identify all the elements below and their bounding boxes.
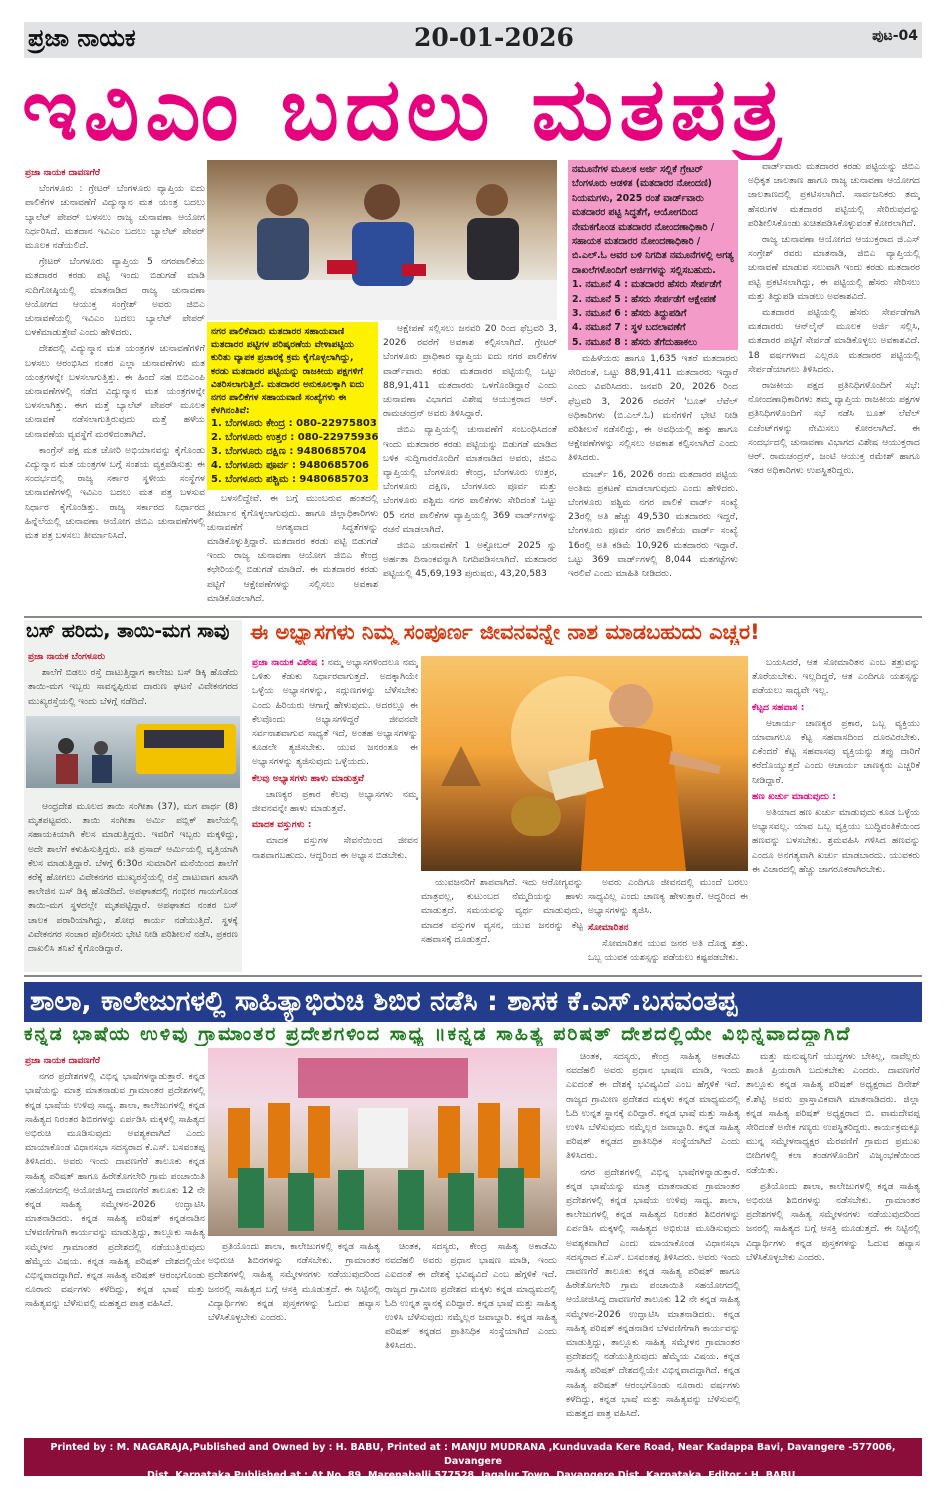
- divider: [24, 975, 922, 977]
- sahitya-subheadline: ಕನ್ನಡ ಭಾಷೆಯ ಉಳಿವು ಗ್ರಾಮಾಂತರ ಪ್ರದೇಶಗಳಿಂದ ಸಾಧ್ಯ ॥ಕನ್ನಡ ಸಾಹಿತ್ಯ ಪರಿಷತ್ ದೇಶದಲ್ಲಿಯೇ ವಿಭಿನ್ನವಾದದ್ದಾಗಿದೆ: [24, 1023, 852, 1045]
- subheading: ಸೋಮಾರಿತನ: [588, 921, 629, 933]
- paragraph: ಮಹಿಳೆಯರು ಹಾಗೂ 1,635 ಇತರೆ ಮತದಾರರು ಸೇರಿದಂತೆ, ಒಟ್ಟು 88,91,411 ಮತದಾರರು ಇದ್ದಾರೆ ಎಂದು ವಿವರಿಸಿದರು. ಜನವರಿ 20, 2026 ರಿಂದ ಫೆಬ್ರವರಿ 3, 2026 ರವರೆಗೆ 'ಬೂತ್ ಲೆವೆಲ್ ಅಧಿಕಾರಿಗಳು (ಬಿ.ಎಲ್.ಓ) ಮನೆಗಳಿಗೆ ಭೇಟಿ ನೀಡಿ ಪರಿಶೀಲನೆ ನಡೆಸಲಿದ್ದು, ಈ ಅವಧಿಯಲ್ಲಿ ಹಕ್ಕು ಹಾಗೂ ಆಕ್ಷೇಪಣೆಗಳನ್ನು ಸಲ್ಲಿಸಲು ಅವಕಾಶ ಕಲ್ಪಿಸಲಾಗಿದೆ ಎಂದು ತಿಳಿಸಿದರು.: [568, 353, 738, 464]
- bus-illustration: [26, 716, 240, 788]
- sahitya-column-2b: [385, 1240, 557, 1435]
- paragraph: ಅತಿಯಾದ ಹಣ ಖರ್ಚು ಮಾಡುವುದು ಕೂಡ ಒಳ್ಳೆಯ ಅಭ್ಯಾಸವಲ್ಲ. ಯಾವ ಒಬ್ಬ ವ್ಯಕ್ತಿಯು ಬುದ್ಧಿವಂತಿಕೆಯಿಂದ ಹಣವನ್ನು ಬಳಸಬೇಕು. ಶ್ರಮವಹಿಸಿ ಗಳಿಸಿದ ಹಣವನ್ನು ಎಂದೂ ಅನಗತ್ಯವಾಗಿ ಖರ್ಚು ಮಾಡಬಾರದು. ಯುವಕರು ಈ ವಿಚಾರದಲ್ಲಿ ಹೆಚ್ಚು ಜಾಗರೂಕರಾಗಿರಬೇಕು.: [752, 807, 920, 875]
- habits-headline: ಈ ಅಭ್ಯಾಸಗಳು ನಿಮ್ಮ ಸಂಪೂರ್ಣ ಜೀವನವನ್ನೇ ನಾಶ ಮಾಡಬಹುದು ಎಚ್ಚರ!: [250, 620, 760, 644]
- helpline-item: 5. ಬೆಂಗಳೂರು ಪಶ್ಚಿಮ : 9480685703: [211, 474, 370, 486]
- form-item: 2. ನಮೂನೆ 5 : ಹೆಸರು ಸೇರ್ಪಡೆಗೆ ಆಕ್ಷೇಪಣೆ: [572, 293, 716, 305]
- subheading: ಕೆಟ್ಟದ ಸಹವಾಸ :: [752, 701, 805, 713]
- subheading: ಮಾದಕ ವಸ್ತುಗಳು :: [252, 819, 312, 831]
- paragraph: ಗ್ರೇಟರ್ ಬೆಂಗಳೂರು ವ್ಯಾಪ್ತಿಯ 5 ನಗರಪಾಲಿಕೆಯ ಮತದಾರರ ಕರಡು ಪಟ್ಟಿ ಇಂದು ಬಿಡುಗಡೆ ಮಾಡಿ ಸುದಿಗೋಷ್ಠಿಯಲ್ಲಿ ಮಾತನಾಡಿದ ರಾಜ್ಯ ಚುನಾವಣಾ ಆಯೋಗದ ಆಯುಕ್ತ ಸಂಗ್ರೇಶ್ ಅವರು ಜಿಬಿಎ ಚುನಾವಣೆಯಲ್ಲಿ ಇವಿಎಂ ಬದಲು ಬ್ಯಾಲೆಟ್ ಪೇಪರ್ ಬಳಕೆಮಾಡುತ್ತೇವೆ ಎಂದು ಹೇಳಿದರು.: [25, 256, 205, 339]
- bus-body: [28, 800, 238, 968]
- subheading: ಹಣ ಖರ್ಚು ಮಾಡುವುದು :: [752, 790, 836, 802]
- lead-column-4: [748, 160, 920, 612]
- paragraph: ರಾಜ್ಯ ಚುನಾವಣಾ ಆಯೋಗದ ಆಯುಕ್ತರಾದ ಜಿ.ಎಸ್ ಸಂಗ್ರೇಶ್ ರವರು ಮಾತನಾಡಿ, ಜಿಬಿಎ ವ್ಯಾಪ್ತಿಯಲ್ಲಿ ಚುನಾವಣೆ ಮಾಡುವ ಸಲುವಾಗಿ ಇಂದು ಕರಡು ಮತದಾರರ ಪಟ್ಟಿ ಪ್ರಕಟಿಸಲಾಗಿದ್ದು, ಈ ಪಟ್ಟಿಯಲ್ಲಿ ಹೆಸರು ಸೇರಿಸಲು ಮತ್ತು ತಿದ್ದುಪಡಿ ಮಾಡಲು ಅವಕಾಶವಿದೆ.: [748, 234, 920, 302]
- paragraph: ಮತದಾರರ ಪಟ್ಟಿಯಲ್ಲಿ ಹೆಸರು ಸೇರ್ಪಡೆಗಾಗಿ ಮತದಾರರು ಆನ್‌ಲೈನ್ ಮೂಲಕ ಅರ್ಜಿ ಸಲ್ಲಿಸಿ, ಮತದಾರರ ಪಟ್ಟಿಗೆ ಸೇರ್ಪಡೆ ಮಾಡಿಕೊಳ್ಳಲು ಅವಕಾಶವಿದೆ. 18 ವರ್ಷಗಳಾದ ಎಲ್ಲರೂ ಮತದಾರರ ಪಟ್ಟಿಯಲ್ಲಿ ಸೇರ್ಪಡೆಯಾಗಲು ತಿಳಿಸಿದರು.: [748, 307, 920, 375]
- imprint-footer: [24, 1438, 922, 1481]
- paragraph: ಬೆಂಗಳೂರು : ಗ್ರೇಟರ್ ಬೆಂಗಳೂರು ವ್ಯಾಪ್ತಿಯ ಐದು ಪಾಲಿಕೆಗಳ ಚುನಾವಣೆಗೆ ವಿದ್ಯುನ್ಮಾನ ಮತ ಯಂತ್ರ ಬದಲು ಬ್ಯಾಲೆಟ್ ಪೇಪರ್ ಬಳಸಲು ರಾಜ್ಯ ಚುನಾವಣಾ ಆಯೋಗ ನಿರ್ಧರಿಸಿದೆ. ಮತದಾನ ಇವಿಎಂ ಬದಲು ಬ್ಯಾಲೆಟ್ ಪೇಪರ್ ಮೂಲಕ ನಡೆಯಲಿದೆ.: [25, 183, 205, 252]
- issue-date: 20-01-2026: [414, 23, 574, 52]
- paragraph: ಅವರು ಎಂದಿಗೂ ಜೀವನದಲ್ಲಿ ಮುಂದೆ ಬರಲು ಸಾಧ್ಯವಿಲ್ಲ ಎಂದು ಚಾಣಕ್ಯ ಹೇಳುತ್ತಾರೆ. ಆದ್ದರಿಂದ ಈ ಅಭ್ಯಾಸಗಳನ್ನು ತ್ಯಜಿಸಿ.: [588, 877, 748, 917]
- dateline: ಪ್ರಜಾ ನಾಯಕ ಬೆಂಗಳೂರು: [28, 652, 106, 662]
- helpline-item: 1. ಬೆಂಗಳೂರು ಕೇಂದ್ರ : 080-22975803: [211, 418, 377, 430]
- lead-column-1: [25, 162, 205, 612]
- press-conference-photo: [207, 160, 557, 320]
- paragraph: ಚಾಣಕ್ಯರ ಪ್ರಕಾರ ಕೆಲವು ಅಭ್ಯಾಸಗಳು ನಮ್ಮ ಜೀವನವನ್ನೇ ಹಾಳು ಮಾಡುತ್ತವೆ.: [252, 788, 418, 815]
- paragraph: ಬಳಸಲಿದ್ದೇವೆ. ಈ ಬಗ್ಗೆ ಮುಂಬರುವ ಹಂತದಲ್ಲಿ ತೀರ್ಮಾನ ಕೈಗೊಳ್ಳಲಾಗುವುದು. ಹಾಗೂ ಜಿಲ್ಲಾಧಿಕಾರಿಗಳು ಚುನಾವಣೆಗೆ ಅಗತ್ಯವಾದ ಸಿದ್ಧತೆಗಳನ್ನು ಮಾಡಿಕೊಳ್ಳುತ್ತಿದ್ದಾರೆ. ಮತದಾರರ ಕರಡು ಪಟ್ಟಿ ಬಿಡುಗಡೆ ಇಂದು ರಾಜ್ಯ ಚುನಾವಣಾ ಆಯೋಗ ಜಿಬಿಎ ಕೇಂದ್ರ ಕಛೇರಿಯಲ್ಲಿ ಬಿಡುಗಡೆ ಮಾಡಿದೆ. ಈ ಮತದಾರರ ಕರಡು ಪಟ್ಟಿಗೆ ಆಕ್ಷೇಪಣೆಗಳನ್ನು ಸಲ್ಲಿಸಲು ಅವಕಾಶ ಮಾಡಿಕೊಡಲಾಗಿದೆ.: [207, 493, 378, 604]
- sahitya-column-4: [746, 1050, 920, 1435]
- sahitya-column-1: [25, 1050, 205, 1435]
- paragraph: ನಮ್ಮ ಅಭ್ಯಾಸಗಳಿಂದಲೂ ನಮ್ಮ ಒಳಿತು ಕೆಡುಕು ನಿರ್ಧಾರವಾಗುತ್ತದೆ. ಅದಕ್ಕಾಗಿಯೇ ಒಳ್ಳೆಯ ಅಭ್ಯಾಸಗಳನ್ನು, ಸದ್ಗುಣಗಳನ್ನು ಬೆಳೆಸಬೇಕು ಎಂದು ಹಿರಿಯರು ಆಗಾಗ್ಗೆ ಹೇಳುವುದು. ಅದರಲ್ಲೂ ಈ ಕೆಲವೊಂದು ಅಭ್ಯಾಸಗಳಿದ್ದರೆ ಜೀವನವೇ ಸರ್ವನಾಶವಾಗುವ ಸಾಧ್ಯತೆ ಇದೆ, ಅಂತಹ ಅಭ್ಯಾಸಗಳನ್ನು ಕೂಡಲೇ ತ್ಯಜಿಸಬೇಕು. ಯುವ ಜನರಂತೂ ಈ ಅಭ್ಯಾಸಗಳನ್ನು ತ್ಯಜಿಸುವುದು ಒಳ್ಳೆಯದು.: [252, 657, 418, 768]
- chanakya-figure: [421, 656, 748, 871]
- paragraph: ಪ್ರತಿಯೊಂದು ಶಾಲಾ, ಕಾಲೇಜುಗಳಲ್ಲಿ ಕನ್ನಡ ಸಾಹಿತ್ಯ ಅಭಿರುಚಿ ಶಿಬಿರಗಳನ್ನು ನಡೆಸಬೇಕು. ಗ್ರಾಮಾಂತರ ಪ್ರದೇಶಗಳಲ್ಲಿ ಸಾಹಿತ್ಯ ಸಮ್ಮೇಳನಗಳು ನಡೆಯುವುದರಿಂದ ಜನರಲ್ಲಿ ಸಾಹಿತ್ಯದ ಬಗ್ಗೆ ಆಸಕ್ತಿ ಮೂಡುತ್ತದೆ. ಈ ನಿಟ್ಟಿನಲ್ಲಿ ವಿದ್ಯಾರ್ಥಿಗಳು ಕನ್ನಡ ಪುಸ್ತಕಗಳನ್ನು ಓದುವ ಹವ್ಯಾಸ ಬೆಳೆಸಿಕೊಳ್ಳಬೇಕು ಎಂದರು.: [746, 1180, 920, 1263]
- form-item: 3. ನಮೂನೆ 6 : ಹೆಸರು ತಿದ್ದುಪಡಿಗೆ: [572, 308, 687, 320]
- helpline-item: 4. ಬೆಂಗಳೂರು ಪೂರ್ವ : 9480685706: [211, 460, 369, 472]
- paragraph: ಆಂಧ್ರದೇಶ ಮೂಲದ ತಾಯಿ ಸಂಗೀತಾ (37), ಮಗ ಪಾರ್ಥ (8) ಮೃತಪಟ್ಟವರು. ತಾಯಿ ಸಂಗೀತಾ ಅರ್ಮಿ ಪಬ್ಲಿಕ್ ಶಾಲೆಯಲ್ಲಿ ಸಹಾಯಕಿಯಾಗಿ ಕೆಲಸ ಮಾಡುತ್ತಿದ್ದರು. ಇವರಿಗೆ ಇಬ್ಬರು ಮಕ್ಕಳಿದ್ದು, ಅದೇ ಶಾಲೆಗೆ ಕಳುಹಿಸುತ್ತಿದ್ದರು. ಪತಿ ಪ್ರಸಾದ್ ಆರ್ಮಿಯಲ್ಲಿ ವೃತ್ತಿಯಾಗಿ ಕೆಲಸ ಮಾಡುತ್ತಿದ್ದಾರೆ. ಬೆಳಗ್ಗೆ 6:30ರ ಸುಮಾರಿಗೆ ಮನೆಯಿಂದ ಶಾಲೆಗೆ ಕರೆಕ್ಕೆ ಹೋಗಲು ವಿವೇಕನಗರ ಮುಖ್ಯರಸ್ತೆಯಲ್ಲಿ ರಸ್ತೆ ದಾಟುವಾಗ ಖಾಸಗಿ ಕಾಲೇಜಿನ ಬಸ್ ಡಿಕ್ಕಿ ಹೊಡೆದಿದೆ. ಅಪಘಾತದಲ್ಲಿ ಗಂಭೀರ ಗಾಯಗೊಂಡ ತಾಯಿ-ಮಗ ಸ್ಥಳದಲ್ಲೇ ಮೃತಪಟ್ಟಿದ್ದಾರೆ. ಅಪಘಾತದ ನಂತರ ಬಸ್ ಚಾಲಕ ಪರಾರಿಯಾಗಿದ್ದು, ಶೋಧ ಕಾರ್ಯ ನಡೆಯುತ್ತಿದೆ. ಸ್ಥಳಕ್ಕೆ ವಿವೇಕನಗರ ಸಂಚಾರ ಪೊಲೀಸರು ಭೇಟಿ ನೀಡಿ ಪರಿಶೀಲನೆ ನಡೆಸಿ, ಪ್ರಕರಣ ದಾಖಲಿಸಿ ತನಿಖೆ ಕೈಗೊಂಡಿದ್ದಾರೆ.: [28, 801, 238, 955]
- paragraph: ಕಾಂಗ್ರೆಸ್ ಪಕ್ಷ ಮತ ಚೋರಿ ಅಭಿಯಾನವನ್ನು ಕೈಗೊಂಡು ವಿದ್ಯುನ್ಮಾನ ಮತ ಯಂತ್ರಗಳ ಬಗ್ಗೆ ಸಂಶಯ ವ್ಯಕ್ತಪಡಿಸುತ್ತು ಈ ಸಂದರ್ಭದಲ್ಲಿ ರಾಜ್ಯ ಸರ್ಕಾರ ಸ್ಥಳೀಯ ಸಂಸ್ಥೆಗಳ ಚುನಾವಣೆಗಳಲ್ಲಿ ಇವಿಎಂ ಬದಲು ಮತ ಪತ್ರ ಬಳಸುವ ನಿರ್ಧಾರ ಕೈಗೊಂಡಿತ್ತು. ರಾಜ್ಯ ಸರ್ಕಾರದ ನಿರ್ಧಾರದ ಹಿನ್ನೆಲೆಯಲ್ಲಿ ಚುನಾವಣಾ ಆಯೋಗ ಜಿಬಿಎ ಚುನಾವಣೆಗಳಲ್ಲಿ ಮತ ಪತ್ರ ಬಳಸಲು ತೀರ್ಮಾನಿಸಿದೆ.: [25, 444, 205, 542]
- chanakya-illustration: [421, 656, 748, 871]
- bus-headline: ಬಸ್ ಹರಿದು, ತಾಯಿ-ಮಗ ಸಾವು: [26, 620, 230, 642]
- helpline-stack: [207, 322, 378, 612]
- paragraph: ಶಾಲೆಗೆ ಬಿಡಲು ರಸ್ತೆ ದಾಟುತ್ತಿದ್ದಾಗ ಕಾಲೇಜು ಬಸ್ ಡಿಕ್ಕಿ ಹೊಡೆದು ತಾಯಿ-ಮಗ ಇಬ್ಬರು ಸಾವನ್ನಪ್ಪಿರುವ ದಾರುಣ ಘಟನೆ ವಿವೇಕನಗರದ ಮುಖ್ಯರಸ್ತೆಯಲ್ಲಿ ಇಂದು ಬೆಳಗ್ಗೆ ನಡೆದಿದೆ.: [28, 667, 238, 707]
- bus-intro: [28, 646, 238, 716]
- officials-illustration: [207, 160, 557, 320]
- lead-headline: ಇವಿಎಂ ಬದಲು ಮತಪತ್ರ: [22, 60, 788, 160]
- sammelana-group-photo: [208, 1048, 557, 1236]
- paragraph: ನಗರ ಪ್ರದೇಶಗಳಲ್ಲಿ ವಿಭಿನ್ನ ಭಾಷೆಗಳನ್ನಾಡುತ್ತಾರೆ. ಕನ್ನಡ ಭಾಷೆಯನ್ನು ಮಾತ್ರ ಮಾತನಾಡುವ ಗ್ರಾಮಾಂತರ ಪ್ರದೇಶಗಳಲ್ಲಿ ಕನ್ನಡ ಭಾಷೆಯ ಉಳಿವು ಸಾಧ್ಯ. ಶಾಲಾ, ಕಾಲೇಜುಗಳಲ್ಲಿ ಕನ್ನಡ ಸಾಹಿತ್ಯದ ನಿರಂತರ ಶಿಬಿರಗಳನ್ನು ಏರ್ಪಡಿಸಿ ಮಕ್ಕಳಲ್ಲಿ ಸಾಹಿತ್ಯದ ಅಭಿರುಚಿ ಮೂಡಿಸುವುದು ಅವಶ್ಯಕವಾಗಿದೆ ಎಂದು ಮಾಯಾಕೊಂಡ ವಿಧಾನಸಭಾ ಸದಸ್ಯರಾದ ಕೆ.ಎಸ್. ಬಸವಂತಪ್ಪ ತಿಳಿಸಿದರು. ಅವರು ಇಂದು ದಾವಣಗೆರೆ ತಾಲೂಕು ಕನ್ನಡ ಸಾಹಿತ್ಯ ಪರಿಷತ್ ಹಾಗೂ ಹಿರೇತೊಗಲೇರಿ ಗ್ರಾಮ ಪಂಚಾಯಿತಿ ಸಹಯೋಗದಲ್ಲಿ ಆಯೋಜಿಸಿದ್ದ ದಾವಣಗೆರೆ ತಾಲೂಕು 12 ನೇ ಕನ್ನಡ ಸಾಹಿತ್ಯ ಸಮ್ಮೇಳನ-2026 ಉದ್ಘಾಟಿಸಿ ಮಾತನಾಡಿದರು. ಕನ್ನಡ ಸಾಹಿತ್ಯ ಪರಿಷತ್ ಕನ್ನಡನಾಡಿನ ಬೆಳವಣಿಗೆಗಾಗಿ ಕಾರ್ಯವನ್ನು ಮಾಡುತ್ತಿದ್ದು, ತಾಲ್ಲೂಕು ಸಾಹಿತ್ಯ ಸಮ್ಮೇಳನ ಗ್ರಾಮಾಂತರ ಪ್ರದೇಶದಲ್ಲಿ ನಡೆಯುತ್ತಿರುವುದು ಹೆಮ್ಮೆಯ ವಿಷಯ. ಕನ್ನಡ ಸಾಹಿತ್ಯ ಪರಿಷತ್ ದೇಶದಲ್ಲಿಯೇ ವಿಭಿನ್ನವಾದದ್ದಾಗಿದೆ. ಕನ್ನಡ ಸಾಹಿತ್ಯ ಪರಿಷತ್ ಆರಂಭಗೊಂಡು ನೂರಾರು ವರ್ಷಗಳು ಕಳೆದಿದ್ದು, ಕನ್ನಡ ಭಾಷೆ ಮತ್ತು ಸಾಹಿತ್ಯವನ್ನು ಬೆಳೆಸುವಲ್ಲಿ ಮಹತ್ವದ ಪಾತ್ರ ವಹಿಸಿದೆ.: [566, 1166, 740, 1420]
- page-number: ಪುಟ-04: [872, 28, 918, 44]
- paragraph: ಮತ್ತು ಮನುಷ್ಯನಿಗೆ ಯುದ್ಧಗಳು ಬೇಕಿಲ್ಲ, ನಾವೆಲ್ಲರು ಶಾಂತಿ ಪ್ರಿಯರಾಗಿ ಬದುಕಬೇಕು ಎಂದರು. ದಾವಣಗೆರೆ ತಾಲ್ಲೂಕು ಕನ್ನಡ ಸಾಹಿತ್ಯ ಪರಿಷತ್ ಅಧ್ಯಕ್ಷರಾದ ದಿನೇಶ್ ಕೆ.ಶೆಟ್ಟಿ ಅವರು ಪ್ರಾಸ್ತಾವಿಕವಾಗಿ ಮಾತನಾಡಿದರು. ಜಿಲ್ಲಾ ಕನ್ನಡ ಸಾಹಿತ್ಯ ಪರಿಷತ್ ಅಧ್ಯಕ್ಷರಾದ ಬಿ. ವಾಮದೇವಪ್ಪ ಸೇರಿದಂತೆ ಅನೇಕ ಗಣ್ಯರು ಉಪಸ್ಥಿತರಿದ್ದರು. ಕಾರ್ಯಕ್ರಮಕ್ಕೂ ಮುನ್ನ ಸಮ್ಮೇಳನಾಧ್ಯಕ್ಷರ ಮೆರವಣಿಗೆ ಗ್ರಾಮದ ಪ್ರಮುಖ ಬೀದಿಗಳಲ್ಲಿ ಕಲಾ ತಂಡಗಳೊಂದಿಗೆ ವಿಜೃಂಭಣೆಯಿಂದ ನಡೆಯಿತು.: [746, 1051, 920, 1176]
- paragraph: ನಗರ ಪ್ರದೇಶಗಳಲ್ಲಿ ವಿಭಿನ್ನ ಭಾಷೆಗಳನ್ನಾಡುತ್ತಾರೆ. ಕನ್ನಡ ಭಾಷೆಯನ್ನು ಮಾತ್ರ ಮಾತನಾಡುವ ಗ್ರಾಮಾಂತರ ಪ್ರದೇಶಗಳಲ್ಲಿ ಕನ್ನಡ ಭಾಷೆಯ ಉಳಿವು ಸಾಧ್ಯ. ಶಾಲಾ, ಕಾಲೇಜುಗಳಲ್ಲಿ ಕನ್ನಡ ಸಾಹಿತ್ಯದ ನಿರಂತರ ಶಿಬಿರಗಳನ್ನು ಏರ್ಪಡಿಸಿ ಮಕ್ಕಳಲ್ಲಿ ಸಾಹಿತ್ಯದ ಅಭಿರುಚಿ ಮೂಡಿಸುವುದು ಅವಶ್ಯಕವಾಗಿದೆ ಎಂದು ಮಾಯಾಕೊಂಡ ವಿಧಾನಸಭಾ ಸದಸ್ಯರಾದ ಕೆ.ಎಸ್. ಬಸವಂತಪ್ಪ ತಿಳಿಸಿದರು. ಅವರು ಇಂದು ದಾವಣಗೆರೆ ತಾಲೂಕು ಕನ್ನಡ ಸಾಹಿತ್ಯ ಪರಿಷತ್ ಹಾಗೂ ಹಿರೇತೊಗಲೇರಿ ಗ್ರಾಮ ಪಂಚಾಯಿತಿ ಸಹಯೋಗದಲ್ಲಿ ಆಯೋಜಿಸಿದ್ದ ದಾವಣಗೆರೆ ತಾಲೂಕು 12 ನೇ ಕನ್ನಡ ಸಾಹಿತ್ಯ ಸಮ್ಮೇಳನ-2026 ಉದ್ಘಾಟಿಸಿ ಮಾತನಾಡಿದರು. ಕನ್ನಡ ಸಾಹಿತ್ಯ ಪರಿಷತ್ ಕನ್ನಡನಾಡಿನ ಬೆಳವಣಿಗೆಗಾಗಿ ಕಾರ್ಯವನ್ನು ಮಾಡುತ್ತಿದ್ದು, ತಾಲ್ಲೂಕು ಸಾಹಿತ್ಯ ಸಮ್ಮೇಳನ ಗ್ರಾಮಾಂತರ ಪ್ರದೇಶದಲ್ಲಿ ನಡೆಯುತ್ತಿರುವುದು ಹೆಮ್ಮೆಯ ವಿಷಯ. ಕನ್ನಡ ಸಾಹಿತ್ಯ ಪರಿಷತ್ ದೇಶದಲ್ಲಿಯೇ ವಿಭಿನ್ನವಾದದ್ದಾಗಿದೆ. ಕನ್ನಡ ಸಾಹಿತ್ಯ ಪರಿಷತ್ ಆರಂಭಗೊಂಡು ನೂರಾರು ವರ್ಷಗಳು ಕಳೆದಿದ್ದು, ಕನ್ನಡ ಭಾಷೆ ಮತ್ತು ಸಾಹಿತ್ಯವನ್ನು ಬೆಳೆಸುವಲ್ಲಿ ಮಹತ್ವದ ಪಾತ್ರ ವಹಿಸಿದೆ.: [25, 1071, 205, 1310]
- paragraph: ದೇಶದಲ್ಲಿ ವಿದ್ಯುನ್ಮಾನ ಮತ ಯಂತ್ರಗಳ ಚುನಾವಣೆಗಳಿಗೆ ಬಳಸಲು ಆರಂಭಿಸಿದ ನಂತರ ಎಲ್ಲಾ ಚುನಾವಣೆಗಳು ಮತ ಯಂತ್ರಗಳನ್ನೇ ಬಳಸಲಾಗುತ್ತಿತ್ತು. ಈ ಹಿಂದೆ ಸಹ ಬಿಬಿಎಂಪಿ ಚುನಾವಣೆಗಳಲ್ಲಿ ನಡೆದ ವಿದ್ಯುನ್ಮಾನ ಮತ ಯಂತ್ರಗಳನ್ನೇ ಬಳಸಲಾಗಿತ್ತು. ಈಗ ಮತ್ತೆ ಬ್ಯಾಲೆಟ್ ಪೇಪರ್ ಮೂಲಕ ಚುನಾವಣೆ ನಡೆಸಲಾಗುತ್ತಿರುವುದು ಮತ್ತೆ ಹಳೆಯ ಚುನಾವಣೆಯ ವ್ಯವಸ್ಥೆಗೆ ಮರಳಿದಂತಾಗಿದೆ.: [25, 343, 205, 440]
- lead-column-3: [568, 352, 738, 612]
- imprint-line: Printed by : M. NAGARAJA,Published and Owned by : H. BABU, Printed at : MANJU MUDRANA ,Kunduvada Kere Road, Near Kadappa Bavi, Davangere -577006, Davangere: [50, 1442, 896, 1467]
- helpline-box: [207, 322, 378, 490]
- paragraph: ಬಯಸಿದರೆ, ಆತ ಸೋಮಾರಿತನ ಎಂಬ ಶತ್ರುವನ್ನು ತೊರೆಯಬೇಕು. ಇಲ್ಲದಿದ್ದರೆ, ಆತ ಎಂದಿಗೂ ಯಶಸ್ಸನ್ನು ಪಡೆಯಲು ಸಾಧ್ಯವೇ ಇಲ್ಲ.: [752, 657, 920, 697]
- forms-intro: ನಮೂನೆಗಳ ಮೂಲಕ ಅರ್ಜಿ ಸಲ್ಲಿಕೆ ಗ್ರೇಟರ್ ಬೆಂಗಳೂರು ಆಡಳಿತ (ಮತದಾರರ ನೋಂದಣಿ) ನಿಯಮಗಳು, 2025 ರಂತೆ ವಾರ್ಡ್‌ವಾರು ಮತದಾರರ ಪಟ್ಟಿ ಸಿದ್ಧತೆಗೆ, ಆಯೋಗದಿಂದ ನೇಮಕಗೊಂಡ ಮತದಾರರ ನೋಂದಣಾಧಿಕಾರಿ / ಸಹಾಯಕ ಮತದಾರರ ನೋಂದಣಾಧಿಕಾರಿ / ಬಿ.ಎಲ್.ಓ ಅವರ ಬಳಿ ನಿಗದಿತ ನಮೂನೆಗಳಲ್ಲಿ ಅಗತ್ಯ ದಾಖಲೆಗಳೊಂದಿಗೆ ಅರ್ಜಿಗಳನ್ನು ಸಲ್ಲಿಸಬಹುದು.: [572, 164, 734, 276]
- paragraph: ರಾಜಕೀಯ ಪಕ್ಷದ ಪ್ರತಿನಿಧಿಗಳೊಂದಿಗೆ ಸಭೆ: ನೋಂದಣಾಧಿಕಾರಿಗಳು ತಮ್ಮ ವ್ಯಾಪ್ತಿಯ ರಾಜಕೀಯ ಪಕ್ಷಗಳ ಪ್ರತಿನಿಧಿಗಳೊಂದಿಗೆ ಸಭೆ ನಡೆಸಿ ಬೂತ್ ಲೆವೆಲ್ ಏಜೆಂಟ್‌ಗಳನ್ನು ನೇಮಿಸಲು ಕೋರಲಾಗಿದೆ. ಈ ಸಂದರ್ಭದಲ್ಲಿ ಚುನಾವಣಾ ವಿಭಾಗದ ವಿಶೇಷ ಆಯುಕ್ತರಾದ ಆರ್. ರಾಮಚಂದ್ರನ್, ಜಂಟಿ ಆಯುಕ್ತ ರಮೇಶ್ ಹಾಗೂ ಇತರ ಅಧಿಕಾರಿಗಳು ಉಪಸ್ಥಿತರಿದ್ದರು.: [748, 380, 920, 477]
- subheading: ಕೆಲವು ಅಭ್ಯಾಸಗಳು ಹಾಳು ಮಾಡುತ್ತವೆ: [252, 772, 365, 784]
- masthead: [24, 22, 922, 58]
- imprint-line: Dist, Karnataka Published at : At No .89, Marenahalli 577528, Jagalur Town, Davangere Dist, Karnataka. Editor : H. BABU.: [147, 1470, 799, 1481]
- paragraph: ಮಾದಕ ವಸ್ತುಗಳ ಸೇವನೆಯಿಂದ ಜೀವನ ನಾಶವಾಗಬಹುದು. ಆದ್ದರಿಂದ ಈ ಅಭ್ಯಾಸ ಬಿಡಬೇಕು.: [252, 835, 418, 861]
- habits-column-1: [252, 656, 418, 966]
- habits-column-2: [421, 876, 583, 966]
- newspaper-name: ಪ್ರಜಾ ನಾಯಕ: [28, 24, 136, 52]
- sahitya-banner-headline: ಶಾಲಾ, ಕಾಲೇಜುಗಳಲ್ಲಿ ಸಾಹಿತ್ಯಾಭಿರುಚಿ ಶಿಬಿರ ನಡೆಸಿ : ಶಾಸಕ ಕೆ.ಎಸ್.ಬಸವಂತಪ್ಪ: [24, 982, 922, 1022]
- paragraph: ಆಕ್ಷೇಪಣೆ ಸಲ್ಲಿಸಲು ಜನವರಿ 20 ರಿಂದ ಫೆಬ್ರವರಿ 3, 2026 ರವರೆಗೆ ಅವಕಾಶ ಕಲ್ಪಿಸಲಾಗಿದೆ. ಗ್ರೇಟರ್ ಬೆಂಗಳೂರು ಪ್ರಾಧಿಕಾರ ವ್ಯಾಪ್ತಿಯ ಐದು ನಗರ ಪಾಲಿಕೆಗಳ ವಾರ್ಡ್‌ವಾರು ಕರಡು ಮತದಾರರ ಪಟ್ಟಿಯಲ್ಲಿ ಒಟ್ಟು 88,91,411 ಮತದಾರರು ಒಳಗೊಂಡಿದ್ದಾರೆ ಎಂದು ಚುನಾವಣಾ ವಿಭಾಗದ ವಿಶೇಷ ಆಯುಕ್ತರಾದ ಆರ್. ರಾಮಚಂದ್ರನ್ ಅವರು ತಿಳಿಸಿದ್ದಾರೆ.: [383, 323, 557, 420]
- paragraph: ಆಚಾರ್ಯ ಚಾಣಕ್ಯರ ಪ್ರಕಾರ, ಒಬ್ಬ ವ್ಯಕ್ತಿಯು ಯಾವಾಗಲೂ ಕೆಟ್ಟ ಸಹವಾಸದಿಂದ ದೂರವಿರಬೇಕು. ಏಕೆಂದರೆ ಕೆಟ್ಟ ಸಹವಾಸವು ವ್ಯಕ್ತಿಯನ್ನು ತಪ್ಪು ದಾರಿಗೆ ಕರೆದೊಯ್ಯುತ್ತದೆ ಎಂದು ಆಚಾರ್ಯ ಚಾಣಕ್ಯರು ಎಚ್ಚರಿಕೆ ನೀಡಿದ್ದಾರೆ.: [752, 717, 920, 786]
- lead-column-2: [383, 322, 557, 612]
- form-item: 4. ನಮೂನೆ 7 : ಸ್ಥಳ ಬದಲಾವಣೆಗೆ: [572, 322, 686, 334]
- divider: [24, 616, 922, 618]
- paragraph: ಯುವಜನರಿಗೆ ಶಾಪವಾಗಿದೆ. ಇದು ಆರೋಗ್ಯವನ್ನು ಮಾತ್ರವಲ್ಲ, ಕುಟುಂಬದ ನೆಮ್ಮದಿಯನ್ನು ಹಾಳು ಮಾಡುತ್ತದೆ. ಸಮಯವನ್ನು ವ್ಯರ್ಥ ಮಾಡುವುದು, ಮಾದಕ ವಸ್ತುಗಳ ವ್ಯಸನ, ಯುವ ಜನರನ್ನು ಕೆಟ್ಟ ಸಹವಾಸಕ್ಕೆ ದೂಡುತ್ತದೆ.: [421, 877, 583, 945]
- group-illustration: [208, 1048, 557, 1236]
- paragraph: ಜಿಬಿಎ ವ್ಯಾಪ್ತಿಯಲ್ಲಿ ಚುನಾವಣೆಗೆ ಸಂಬಂಧಿಸಿದಂತೆ ಇಂದು ಮತದಾರರ ಕರಡು ಪಟ್ಟಿಯನ್ನು ಬಿಡುಗಡೆ ಮಾಡಿದ ಬಳಿಕ ಸುದ್ದಿಗಾರರೊಂದಿಗೆ ಮಾತನಾಡಿದ ಅವರು, ಜಿಬಿಎ ವ್ಯಾಪ್ತಿಯಲ್ಲಿ ಬೆಂಗಳೂರು ಕೇಂದ್ರ, ಬೆಂಗಳೂರು ಉತ್ತರ, ಬೆಂಗಳೂರು ದಕ್ಷಿಣ, ಬೆಂಗಳೂರು ಪೂರ್ವ ಮತ್ತು ಬೆಂಗಳೂರು ಪಶ್ಚಿಮ ನಗರ ಪಾಲಿಕೆಗಳು ಸೇರಿದಂತೆ ಒಟ್ಟು 05 ನಗರ ಪಾಲಿಕೆಗಳ ವ್ಯಾಪ್ತಿಯಲ್ಲಿ 369 ವಾರ್ಡ್‌ಗಳನ್ನು ರಚನೆ ಮಾಡಲಾಗಿದೆ.: [383, 424, 557, 535]
- form-item: 1. ನಮೂನೆ 4 : ಮತದಾರರ ಹೆಸರು ಸೇರ್ಪಡೆಗೆ: [572, 279, 722, 291]
- paragraph: ಚಿಂತಕ, ಸದಸ್ಯರು, ಕೇಂದ್ರ ಸಾಹಿತ್ಯ ಅಕಾಡೆಮಿ ನವದೆಹಲಿ ಅವರು ಪ್ರಧಾನ ಭಾಷಣ ಮಾಡಿ, ಇಂದು ಎಐದಂತೆ ಈ ದೇಶಕ್ಕೆ ಭವಿಷ್ಯವಿದೆ ಎಂಬ ಹೆಗ್ಗಳಿಕೆ ಇದೆ. ರಾಜ್ಯದ ಗ್ರಾಮೀಣ ಪ್ರದೇಶದ ಮಕ್ಕಳು ಕನ್ನಡ ಮಾಧ್ಯಮದಲ್ಲಿ ಓದಿ ಉನ್ನತ ಸ್ಥಾನಕ್ಕೆ ಏರಿದ್ದಾರೆ. ಕನ್ನಡ ಭಾಷೆ ಮತ್ತು ಸಾಹಿತ್ಯ ಉಳಿಸಿ ಬೆಳೆಸುವುದು ನಮ್ಮೆಲ್ಲರ ಜವಾಬ್ದಾರಿ. ಕನ್ನಡ ಸಾಹಿತ್ಯ ಪರಿಷತ್ ಕನ್ನಡದ ಪ್ರಾತಿನಿಧಿಕ ಸಂಸ್ಥೆಯಾಗಿದೆ ಎಂದು ತಿಳಿಸಿದರು.: [566, 1051, 740, 1162]
- dateline: ಪ್ರಜಾ ನಾಯಕ ದಾವಣಗೆರೆ: [25, 168, 101, 178]
- helpline-intro: ನಗರ ಪಾಲಿಕೆವಾರು ಮತದಾರರ ಸಹಾಯವಾಣಿ ಮತದಾರರ ಪಟ್ಟಿಗಳ ಪರಿಷ್ಕರಣೆಯ ವೇಳಾಪಟ್ಟಿಯ ಕುರಿತು ವ್ಯಾಪಕ ಪ್ರಚಾರಕ್ಕೆ ಕ್ರಮ ಕೈಗೊಳ್ಳಲಾಗಿದ್ದು, ಕರಡು ಮತದಾರರ ಪಟ್ಟಿಯನ್ನು ರಾಜಕೀಯ ಪಕ್ಷಗಳಿಗೆ ವಿತರಿಸಲಾಗುತ್ತಿದೆ. ಮತದಾರರ ಅನುಕೂಲಕ್ಕಾಗಿ ಐದು ನಗರ ಪಾಲಿಕೆಗಳ ಸಹಾಯವಾಣಿ ಸಂಖ್ಯೆಗಳು ಈ ಕೆಳಗಿನಂತಿವೆ:: [211, 326, 365, 417]
- sahitya-column-3: [566, 1050, 740, 1435]
- habits-column-3: [588, 876, 748, 966]
- form-item: 5. ನಮೂನೆ 8 : ಹೆಸರು ತೆಗೆದುಹಾಕಲು: [572, 336, 698, 348]
- paragraph: ಜಿಬಿಎ ಚುನಾವಣೆಗೆ 1 ಅಕ್ಟೋಬರ್ 2025 ನ್ನು ಅರ್ಹತಾ ದಿನಾಂಕವನ್ನಾಗಿ ನಿಗದಿಪಡಿಸಲಾಗಿದೆ. ಮತದಾರರ ಪಟ್ಟಿಯಲ್ಲಿ 45,69,193 ಪುರುಷರು, 43,20,583: [383, 540, 557, 580]
- paragraph: ಪ್ರತಿಯೊಂದು ಶಾಲಾ, ಕಾಲೇಜುಗಳಲ್ಲಿ ಕನ್ನಡ ಸಾಹಿತ್ಯ ಅಭಿರುಚಿ ಶಿಬಿರಗಳನ್ನು ನಡೆಸಬೇಕು. ಗ್ರಾಮಾಂತರ ಪ್ರದೇಶಗಳಲ್ಲಿ ಸಾಹಿತ್ಯ ಸಮ್ಮೇಳನಗಳು ನಡೆಯುವುದರಿಂದ ಜನರಲ್ಲಿ ಸಾಹಿತ್ಯದ ಬಗ್ಗೆ ಆಸಕ್ತಿ ಮೂಡುತ್ತದೆ. ಈ ನಿಟ್ಟಿನಲ್ಲಿ ವಿದ್ಯಾರ್ಥಿಗಳು ಕನ್ನಡ ಪುಸ್ತಕಗಳನ್ನು ಓದುವ ಹವ್ಯಾಸ ಬೆಳೆಸಿಕೊಳ್ಳಬೇಕು ಎಂದರು.: [208, 1241, 380, 1324]
- paragraph: ವಾರ್ಡ್‌ವಾರು ಮತದಾರರ ಕರಡು ಪಟ್ಟಿಯನ್ನು ಜಿಬಿಎ ಅಧಿಕೃತ ಜಾಲತಾಣ ಹಾಗೂ ರಾಜ್ಯ ಚುನಾವಣಾ ಆಯೋಗದ ಜಾಲತಾಣದಲ್ಲಿ ಪ್ರಕಟಿಸಲಾಗಿದೆ. ಸಾರ್ವಜನಿಕರು ತಮ್ಮ ಹೆಸರುಗಳ ಮತದಾರರ ಪಟ್ಟಿಯಲ್ಲಿ ಸೇರಿರುವುದನ್ನು ಪರಿಶೀಲಿಸಿಕೊಂಡು ಖಚಿತಪಡಿಸಿಕೊಳ್ಳುವಂತೆ ಕೋರಲಾಗಿದೆ.: [748, 161, 920, 229]
- paragraph: ಚಿಂತಕ, ಸದಸ್ಯರು, ಕೇಂದ್ರ ಸಾಹಿತ್ಯ ಅಕಾಡೆಮಿ ನವದೆಹಲಿ ಅವರು ಪ್ರಧಾನ ಭಾಷಣ ಮಾಡಿ, ಇಂದು ಎಐದಂತೆ ಈ ದೇಶಕ್ಕೆ ಭವಿಷ್ಯವಿದೆ ಎಂಬ ಹೆಗ್ಗಳಿಕೆ ಇದೆ. ರಾಜ್ಯದ ಗ್ರಾಮೀಣ ಪ್ರದೇಶದ ಮಕ್ಕಳು ಕನ್ನಡ ಮಾಧ್ಯಮದಲ್ಲಿ ಓದಿ ಉನ್ನತ ಸ್ಥಾನಕ್ಕೆ ಏರಿದ್ದಾರೆ. ಕನ್ನಡ ಭಾಷೆ ಮತ್ತು ಸಾಹಿತ್ಯ ಉಳಿಸಿ ಬೆಳೆಸುವುದು ನಮ್ಮೆಲ್ಲರ ಜವಾಬ್ದಾರಿ. ಕನ್ನಡ ಸಾಹಿತ್ಯ ಪರಿಷತ್ ಕನ್ನಡದ ಪ್ರಾತಿನಿಧಿಕ ಸಂಸ್ಥೆಯಾಗಿದೆ ಎಂದು ತಿಳಿಸಿದರು.: [385, 1241, 557, 1352]
- paragraph: ಮಾರ್ಚ್ 16, 2026 ರಂದು ಮತದಾರರ ಪಟ್ಟಿಯ ಅಂತಿಮ ಪ್ರಕಟಣೆ ಮಾಡಲಾಗುವುದು ಎಂದು ಹೇಳಿದರು. ಬೆಂಗಳೂರು ಪಶ್ಚಿಮ ನಗರ ಪಾಲಿಕೆ ವಾರ್ಡ್ ಸಂಖ್ಯೆ 23ರಲ್ಲಿ ಅತಿ ಹೆಚ್ಚು 49,530 ಮತದಾರರು ಇದ್ದರೆ, ಬೆಂಗಳೂರು ಪೂರ್ವ ನಗರ ಪಾಲಿಕೆಯ ವಾರ್ಡ್ ಸಂಖ್ಯೆ 16ರಲ್ಲಿ ಅತಿ ಕಡಿಮೆ 10,926 ಮತದಾರರು ಇದ್ದಾರೆ. ಒಟ್ಟು 369 ವಾರ್ಡ್‌ಗಳಲ್ಲಿ 8,044 ಮತಗಟ್ಟೆಗಳು ಇರಲಿವೆ ಎಂದು ಮಾಹಿತಿ ನೀಡಿದರು.: [568, 468, 738, 580]
- forms-box: [568, 160, 738, 350]
- sahitya-column-2: [208, 1240, 380, 1435]
- paragraph: ಸೋಮಾರಿತನ ಯುವ ಜನರ ಅತಿ ದೊಡ್ಡ ಶತ್ರು. ಒಬ್ಬ ಯುವಕ ಯಶಸ್ಸನ್ನು ಪಡೆಯಲು ಕಷ್ಟಪಡಬೇಕು.: [588, 937, 748, 964]
- dateline: ಪ್ರಜಾ ನಾಯಕ ವಿಶೇಷ :: [252, 657, 325, 668]
- helpline-item: 2. ಬೆಂಗಳೂರು ಉತ್ತರ : 080-22975936: [211, 432, 378, 444]
- lead-column-under-box: [207, 492, 378, 612]
- dateline: ಪ್ರಜಾ ನಾಯಕ ದಾವಣಗೆರೆ: [25, 1056, 101, 1066]
- accident-bus-photo: [26, 716, 240, 788]
- habits-column-4: [752, 656, 920, 966]
- helpline-item: 3. ಬೆಂಗಳೂರು ದಕ್ಷಿಣ : 9480685704: [211, 446, 367, 458]
